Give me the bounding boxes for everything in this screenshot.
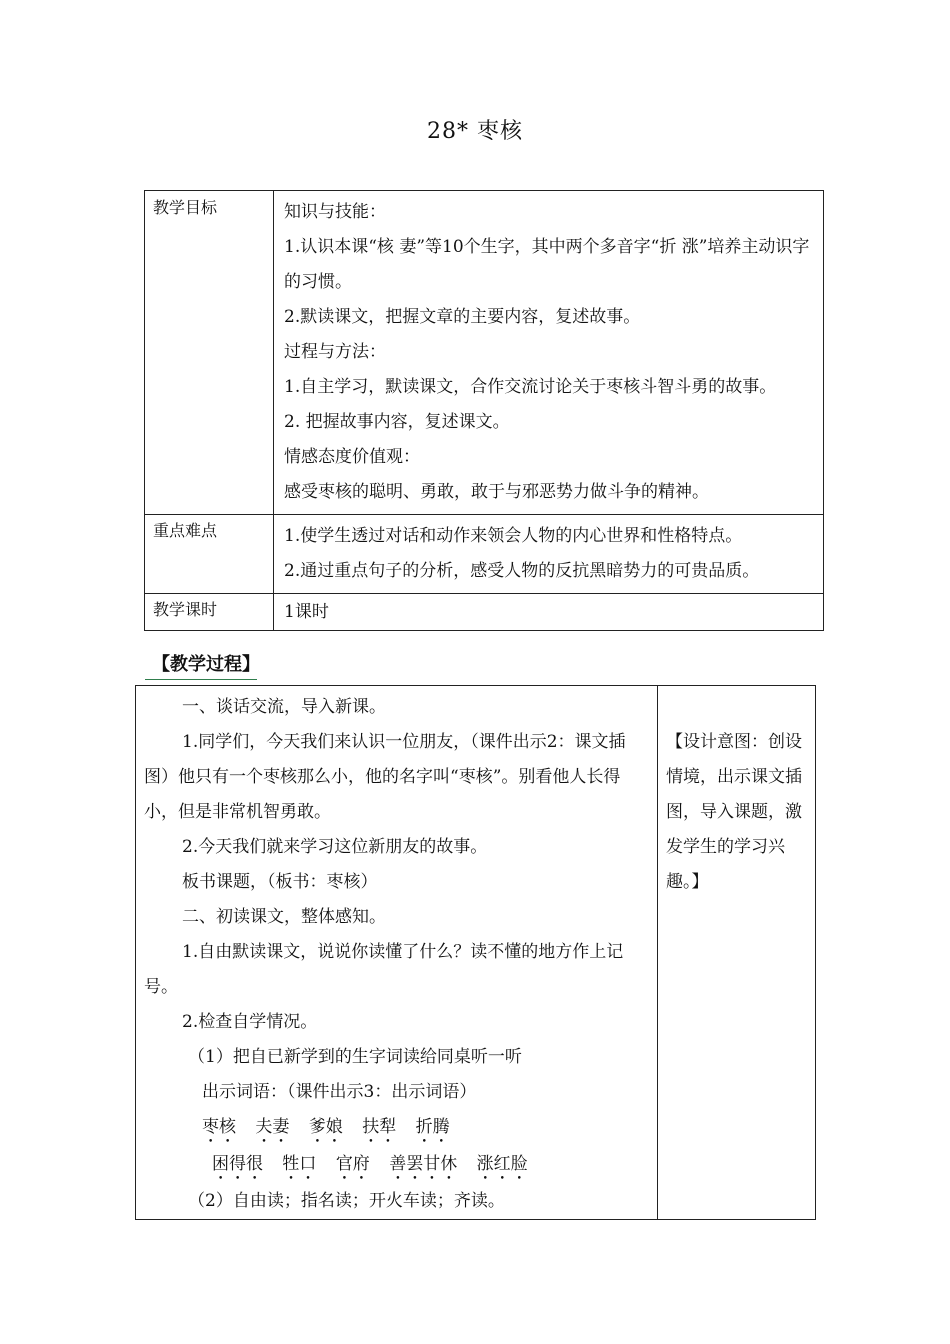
process-line: 二、初读课文，整体感知。 bbox=[182, 907, 386, 927]
design-intent-note: 【设计意图：创设情境，出示课文插图，导入课题，激发学生的学习兴趣。】 bbox=[666, 732, 802, 892]
hours-label: 教学课时 bbox=[145, 594, 274, 631]
process-paragraph: 1.自由默读课文，说说你读懂了什么？读不懂的地方作上记号。 bbox=[144, 942, 624, 997]
vocab-word: 困得很 bbox=[212, 1154, 263, 1174]
word-list-row-2 bbox=[144, 1147, 649, 1184]
objectives-line: 知识与技能： bbox=[284, 202, 386, 222]
process-line: 2.检查自学情况。 bbox=[182, 1012, 318, 1032]
process-heading: 【教学过程】 bbox=[152, 654, 260, 675]
objectives-row bbox=[145, 191, 824, 515]
objectives-line: 1.自主学习，默读课文，合作交流讨论关于枣核斗智斗勇的故事。 bbox=[284, 377, 777, 397]
word-list-row-1 bbox=[144, 1110, 649, 1147]
vocab-word: 扶犁 bbox=[362, 1117, 397, 1137]
key-points-content bbox=[274, 515, 824, 594]
objectives-content bbox=[274, 191, 824, 515]
hours-row bbox=[145, 594, 824, 631]
objectives-line: 感受枣核的聪明、勇敢，敢于与邪恶势力做斗争的精神。 bbox=[284, 482, 709, 502]
process-line: （1）把自已新学到的生字词读给同桌听一听 bbox=[188, 1047, 522, 1067]
process-line: 板书课题，（板书：枣核） bbox=[182, 872, 378, 892]
vocab-word: 涨红脸 bbox=[476, 1154, 528, 1174]
hours-value: 1课时 bbox=[284, 602, 329, 622]
objectives-line: 情感态度价值观： bbox=[284, 447, 420, 467]
process-line: 一、谈话交流，导入新课。 bbox=[182, 697, 386, 717]
objectives-table bbox=[144, 190, 824, 631]
page-title: 28* 枣核 bbox=[427, 119, 523, 144]
vocab-word: 枣核 bbox=[202, 1117, 236, 1137]
vocab-word: 夫妻 bbox=[255, 1117, 290, 1137]
objectives-line: 1.认识本课“核 妻”等10个生字，其中两个多音字“折 涨”培养主动识字的习惯。 bbox=[284, 237, 810, 292]
key-points-label: 重点难点 bbox=[145, 515, 274, 594]
process-content bbox=[136, 686, 658, 1220]
design-intent-cell bbox=[658, 686, 816, 1220]
process-line: （2）自由读；指名读；开火车读；齐读。 bbox=[188, 1191, 505, 1211]
vocab-word: 牲口 bbox=[282, 1154, 317, 1174]
objectives-line: 2. 把握故事内容，复述课文。 bbox=[284, 412, 510, 432]
objectives-line: 过程与方法： bbox=[284, 342, 386, 362]
objectives-line: 2.默读课文，把握文章的主要内容，复述故事。 bbox=[284, 307, 641, 327]
key-points-line: 1.使学生透过对话和动作来领会人物的内心世界和性格特点。 bbox=[284, 526, 743, 546]
process-line: 出示词语：（课件出示3：出示词语） bbox=[202, 1082, 477, 1102]
process-table bbox=[135, 685, 816, 1220]
vocab-word: 折腾 bbox=[415, 1117, 450, 1137]
process-line: 2.今天我们就来学习这位新朋友的故事。 bbox=[182, 837, 488, 857]
objectives-label: 教学目标 bbox=[145, 191, 274, 515]
vocab-word: 善罢甘休 bbox=[389, 1154, 458, 1174]
hours-content bbox=[274, 594, 824, 631]
vocab-word: 爹娘 bbox=[308, 1117, 343, 1137]
process-row bbox=[136, 686, 816, 1220]
key-points-line: 2.通过重点句子的分析，感受人物的反抗黑暗势力的可贵品质。 bbox=[284, 561, 760, 581]
vocab-word: 官府 bbox=[335, 1154, 370, 1174]
key-points-row bbox=[145, 515, 824, 594]
process-paragraph: 1.同学们，今天我们来认识一位朋友，（课件出示2：课文插图）他只有一个枣核那么小，他的名字叫“枣核”。别看他人长得小，但是非常机智勇敢。 bbox=[144, 732, 626, 822]
process-heading-underline bbox=[145, 679, 257, 680]
